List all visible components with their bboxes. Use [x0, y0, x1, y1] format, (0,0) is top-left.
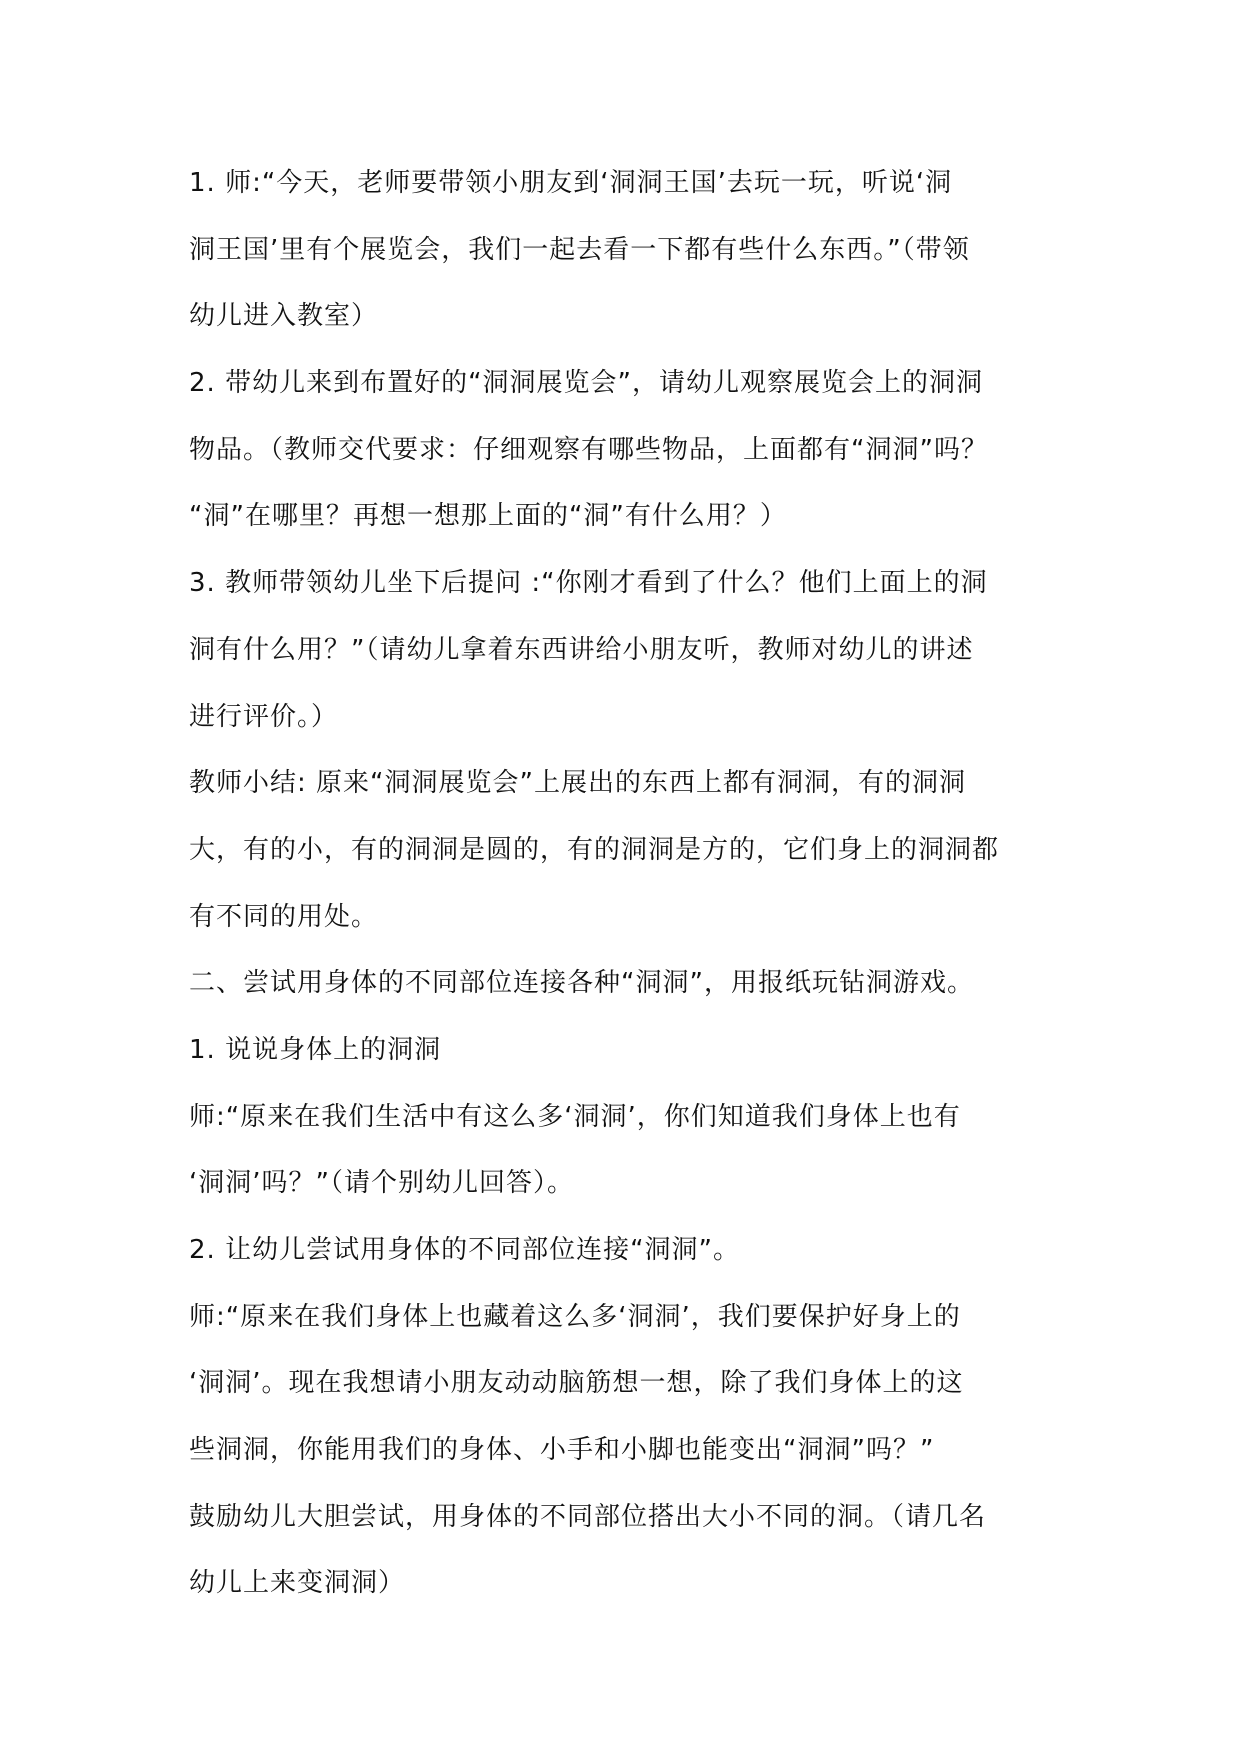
text-line: 1. 师:“今天，老师要带领小朋友到‘洞洞王国’去玩一玩，听说‘洞	[189, 168, 953, 198]
section-heading: 二、尝试用身体的不同部位连接各种“洞洞”，用报纸玩钻洞游戏。	[189, 968, 974, 999]
text-line: 进行评价。）	[189, 701, 339, 732]
text-line: 教师小结: 原来“洞洞展览会”上展出的东西上都有洞洞，有的洞洞	[189, 768, 966, 799]
text-line: 洞王国’里有个展览会，我们一起去看一下都有些什么东西。”（带领	[189, 234, 970, 265]
text-line: 鼓励幼儿大胆尝试，用身体的不同部位搭出大小不同的洞。（请几名	[189, 1501, 987, 1532]
text-line: 2. 让幼儿尝试用身体的不同部位连接“洞洞”。	[189, 1235, 741, 1265]
document-body	[189, 150, 1069, 1617]
text-line: 大，有的小，有的洞洞是圆的，有的洞洞是方的，它们身上的洞洞都	[189, 834, 1000, 865]
text-line: 些洞洞，你能用我们的身体、小手和小脚也能变出“洞洞”吗？”	[189, 1435, 935, 1466]
text-line: 幼儿进入教室）	[189, 301, 379, 332]
text-line: 2. 带幼儿来到布置好的“洞洞展览会”，请幼儿观察展览会上的洞洞	[189, 368, 984, 399]
text-line: 幼儿上来变洞洞）	[189, 1568, 406, 1599]
text-line: “洞”在哪里？再想一想那上面的“洞”有什么用？）	[189, 501, 787, 532]
text-line: 洞有什么用？”（请幼儿拿着东西讲给小朋友听，教师对幼儿的讲述	[189, 634, 974, 665]
text-line: ‘洞洞’。现在我想请小朋友动动脑筋想一想，除了我们身体上的这	[189, 1368, 964, 1399]
text-line: 物品。（教师交代要求：仔细观察有哪些物品，上面都有“洞洞”吗？	[189, 434, 988, 465]
text-line: 师:“原来在我们身体上也藏着这么多‘洞洞’，我们要保护好身上的	[189, 1301, 961, 1332]
text-line: 师:“原来在我们生活中有这么多‘洞洞’，你们知道我们身体上也有	[189, 1101, 961, 1132]
text-line: 有不同的用处。	[189, 901, 379, 932]
text-line: ‘洞洞’吗？”（请个别幼儿回答）。	[189, 1168, 574, 1199]
text-line: 1. 说说身体上的洞洞	[189, 1034, 442, 1065]
text-line: 3. 教师带领幼儿坐下后提问 :“你刚才看到了什么？他们上面上的洞	[189, 568, 988, 599]
